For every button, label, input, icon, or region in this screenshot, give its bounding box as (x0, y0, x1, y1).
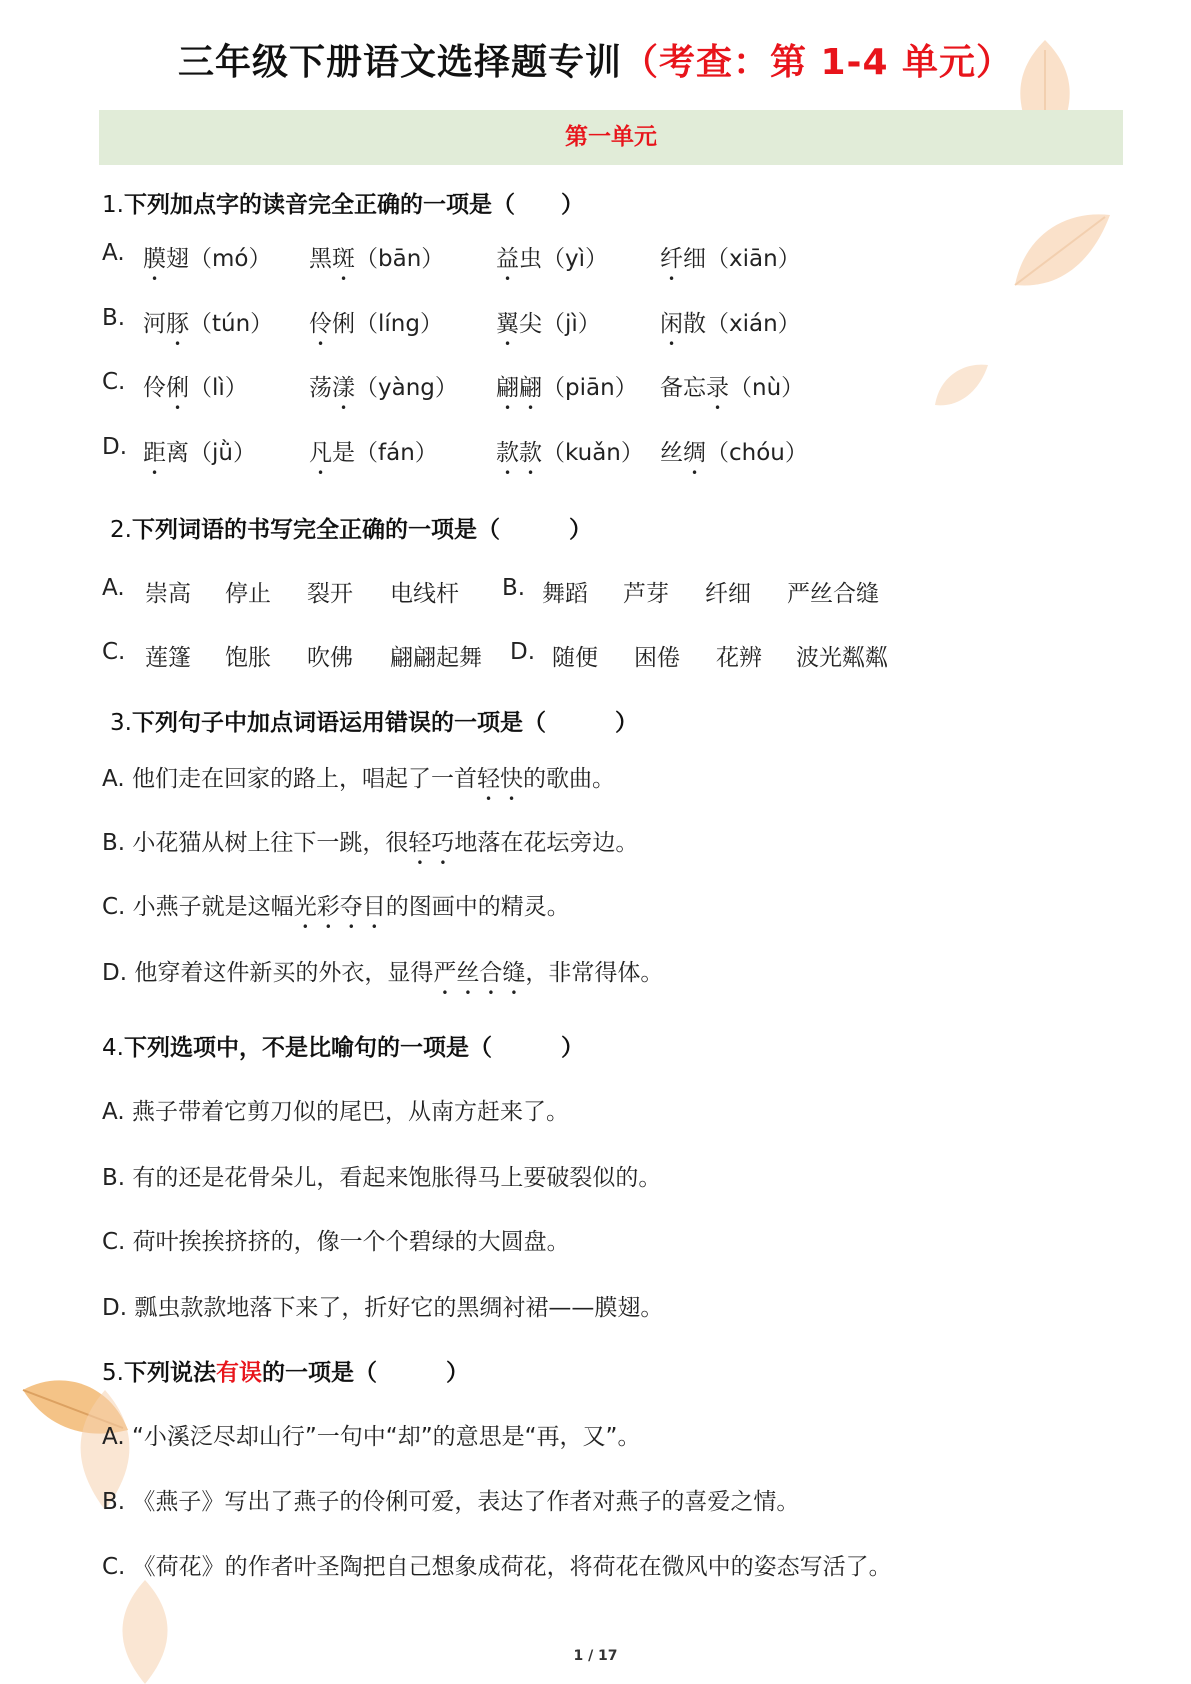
text-segment: （mó） (189, 246, 272, 272)
page-number: 1 / 17 (573, 1648, 618, 1664)
dotted-text: 闲 (660, 311, 683, 337)
leaf-decoration-icon (105, 1580, 185, 1684)
dotted-text: 翼 (496, 311, 519, 337)
option-item (143, 305, 273, 351)
question-stem: 下列选项中，不是比喻句的一项是（ ） (123, 1035, 584, 1061)
dotted-text: 益 (496, 246, 519, 272)
option-word: 芦芽 (623, 581, 669, 607)
option-item (143, 434, 256, 480)
page-title (0, 34, 1191, 85)
option-label: A. (102, 240, 125, 266)
text-segment: （yàng） (355, 375, 458, 401)
text-segment: 的图画中的精灵。 (385, 894, 570, 920)
option-label: C. (102, 639, 126, 665)
text-segment: 是 (332, 440, 355, 466)
dotted-text: 严丝合缝 (433, 960, 526, 986)
dotted-text: 俐 (166, 375, 189, 401)
text-segment: （bān） (355, 246, 445, 272)
option-label: B. (102, 305, 126, 331)
question-stem: 下列说法 (123, 1360, 216, 1386)
text-segment: （piān） (542, 375, 638, 401)
question-number: 3. (110, 710, 132, 736)
text-segment: （líng） (355, 311, 443, 337)
option-item (143, 369, 248, 415)
text-segment: 俐 (332, 311, 355, 337)
option-word: 纤细 (705, 581, 751, 607)
text-segment: （chóu） (706, 440, 808, 466)
option-word: 困倦 (634, 645, 680, 671)
text-segment: （yì） (542, 246, 609, 272)
text-segment: （kuǎn） (542, 440, 644, 466)
dotted-text: 轻快 (476, 766, 523, 792)
dotted-text: 距 (143, 440, 166, 466)
dotted-text: 伶 (309, 311, 332, 337)
text-segment: 尖 (519, 311, 542, 337)
option-sentence: B. 有的还是花骨朵儿，看起来饱胀得马上要破裂似的。 (102, 1165, 662, 1191)
text-segment: （xián） (706, 311, 801, 337)
dotted-text: 绸 (683, 440, 706, 466)
question-stem: 下列句子中加点词语运用错误的一项是（ ） (131, 710, 638, 736)
option-word: 吹佛 (307, 645, 353, 671)
dotted-text: 光彩夺目 (293, 894, 386, 920)
option-item (309, 305, 443, 351)
section-label: 第一单元 (565, 124, 657, 150)
text-segment: 离 (166, 440, 189, 466)
text-segment: 虫 (519, 246, 542, 272)
question-2 (110, 511, 592, 544)
text-segment: （xiān） (706, 246, 801, 272)
option-item (660, 240, 801, 286)
text-segment: 细 (683, 246, 706, 272)
option-word: 随便 (552, 645, 598, 671)
question-stem: 的一项是（ ） (261, 1360, 469, 1386)
option-word: 严丝合缝 (787, 581, 879, 607)
option-word: 波光粼粼 (796, 645, 888, 671)
option-sentence: C. 《荷花》的作者叶圣陶把自己想象成荷花，将荷花在微风中的姿态写活了。 (102, 1554, 892, 1580)
text-segment: （nù） (729, 375, 805, 401)
text-segment: 地落在花坛旁边。 (454, 830, 639, 856)
dotted-text: 翩翩 (496, 375, 542, 401)
dotted-text: 款款 (496, 440, 542, 466)
text-segment: D. 他穿着这件新买的外衣，显得 (102, 960, 434, 986)
option-label: B. (502, 575, 526, 601)
dotted-text: 膜 (143, 246, 166, 272)
dotted-text: 纤 (660, 246, 683, 272)
option-word: 电线杆 (390, 581, 459, 607)
dotted-text: 凡 (309, 440, 332, 466)
option-item (143, 240, 271, 286)
dotted-text: 斑 (332, 246, 355, 272)
text-segment: B. 小花猫从树上往下一跳，很 (102, 830, 409, 856)
text-segment: A. 他们走在回家的路上，唱起了一首 (102, 766, 477, 792)
option-word: 翩翩起舞 (390, 645, 482, 671)
question-number: 1. (102, 192, 124, 218)
question-stem-emphasis: 有误 (215, 1360, 262, 1386)
text-segment: 荡 (309, 375, 332, 401)
dotted-text: 录 (706, 375, 729, 401)
text-segment: 的歌曲。 (522, 766, 615, 792)
dotted-text: 豚 (166, 311, 189, 337)
option-label: C. (102, 369, 126, 395)
question-4 (102, 1029, 584, 1062)
option-sentence (102, 760, 615, 806)
option-item (309, 434, 438, 480)
option-item (496, 305, 601, 351)
option-item (660, 434, 808, 480)
text-segment: C. 小燕子就是这幅 (102, 894, 294, 920)
text-segment: 翅 (166, 246, 189, 272)
leaf-decoration-icon (930, 360, 990, 410)
question-1 (102, 186, 584, 219)
option-item (309, 369, 458, 415)
title-scope: （考查：第 1-4 单元） (621, 42, 1014, 83)
text-segment: （jì） (542, 311, 601, 337)
question-number: 2. (110, 517, 132, 543)
dotted-text: 轻巧 (408, 830, 455, 856)
text-segment: 散 (683, 311, 706, 337)
question-5 (102, 1354, 469, 1387)
text-segment: 伶 (143, 375, 166, 401)
text-segment: 丝 (660, 440, 683, 466)
option-item (496, 240, 608, 286)
option-sentence (102, 824, 638, 870)
option-item (309, 240, 444, 286)
dotted-text: 漾 (332, 375, 355, 401)
option-sentence: D. 瓢虫款款地落下来了，折好它的黑绸衬裙——膜翅。 (102, 1295, 664, 1321)
option-word: 停止 (225, 581, 271, 607)
option-sentence (102, 954, 663, 1000)
option-word: 崇高 (145, 581, 191, 607)
option-word: 舞蹈 (542, 581, 588, 607)
question-stem: 下列词语的书写完全正确的一项是（ ） (131, 517, 592, 543)
option-sentence: A. 燕子带着它剪刀似的尾巴，从南方赶来了。 (102, 1099, 569, 1125)
question-number: 4. (102, 1035, 124, 1061)
option-word: 花辨 (716, 645, 762, 671)
option-item (496, 369, 638, 415)
option-item (496, 434, 644, 480)
leaf-decoration-icon (1005, 205, 1115, 295)
text-segment: （lì） (189, 375, 248, 401)
text-segment: （tún） (189, 311, 274, 337)
option-sentence: A. “小溪泛尽却山行”一句中“却”的意思是“再，又”。 (102, 1424, 641, 1450)
section-header (99, 110, 1123, 165)
text-segment: ，非常得体。 (525, 960, 664, 986)
option-label: D. (510, 639, 536, 665)
option-item (660, 369, 804, 415)
text-segment: 黑 (309, 246, 332, 272)
question-stem: 下列加点字的读音完全正确的一项是（ ） (123, 192, 584, 218)
option-word: 裂开 (307, 581, 353, 607)
question-3 (110, 704, 638, 737)
title-main: 三年级下册语文选择题专训 (177, 42, 622, 83)
text-segment: 备忘 (660, 375, 706, 401)
option-sentence (102, 888, 570, 934)
option-label: A. (102, 575, 125, 601)
option-word: 莲篷 (145, 645, 191, 671)
option-word: 饱胀 (225, 645, 271, 671)
option-item (660, 305, 801, 351)
question-number: 5. (102, 1360, 124, 1386)
text-segment: （jǜ） (189, 440, 256, 466)
option-label: D. (102, 434, 128, 460)
text-segment: （fán） (355, 440, 438, 466)
option-sentence: B. 《燕子》写出了燕子的伶俐可爱，表达了作者对燕子的喜爱之情。 (102, 1489, 800, 1515)
option-sentence: C. 荷叶挨挨挤挤的，像一个个碧绿的大圆盘。 (102, 1229, 570, 1255)
text-segment: 河 (143, 311, 166, 337)
